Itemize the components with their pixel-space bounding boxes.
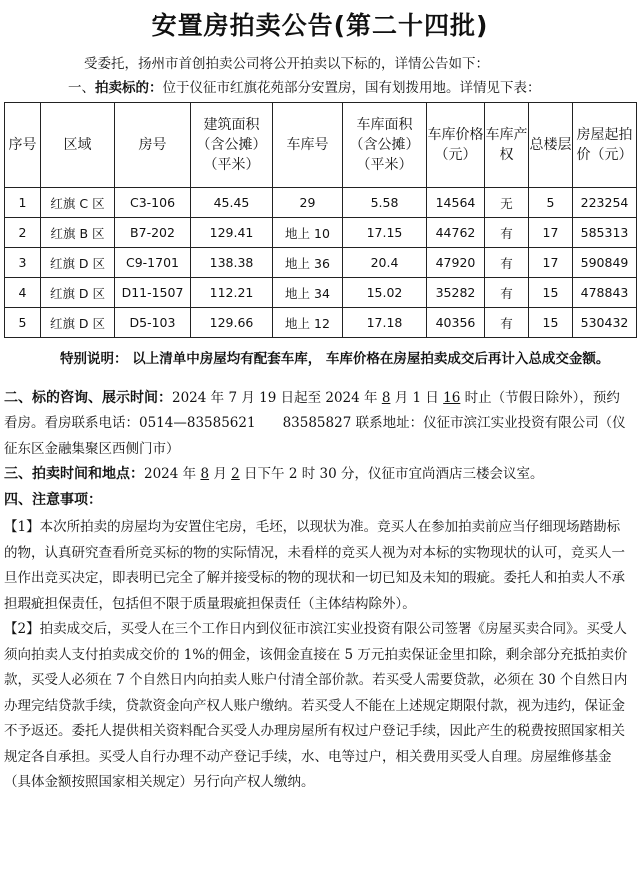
header-cell: 房号 xyxy=(115,103,191,188)
table-cell: 35282 xyxy=(427,278,485,308)
table-cell: 有 xyxy=(485,218,529,248)
section2-text-2: 月 1 日 xyxy=(390,389,444,406)
section1-text: 位于仪征市红旗花苑部分安置房，国有划拨用地。详情见下表： xyxy=(162,80,541,96)
section4-title: 四、注意事项： xyxy=(4,491,102,508)
table-cell: 129.41 xyxy=(191,218,273,248)
section3-month: 8 xyxy=(200,466,210,482)
section3-title: 三、拍卖时间和地点： xyxy=(4,466,144,482)
header-cell: 车库面积（含公摊）（平米） xyxy=(343,103,427,188)
section2-hour: 16 xyxy=(443,389,461,406)
table-cell: C9-1701 xyxy=(115,248,191,278)
table-cell: 4 xyxy=(5,278,41,308)
table-cell: 地上 34 xyxy=(273,278,343,308)
table-cell: 478843 xyxy=(573,278,637,308)
page-title: 安置房拍卖公告(第二十四批) xyxy=(151,11,489,40)
header-cell: 区域 xyxy=(41,103,115,188)
table-cell: 1 xyxy=(5,188,41,218)
section2-text-1: 2024 年 7 月 19 日起至 2024 年 xyxy=(172,389,382,406)
header-cell: 总楼层 xyxy=(529,103,573,188)
table-cell: 17 xyxy=(529,248,573,278)
section2-paragraph xyxy=(4,386,636,463)
table-cell: 223254 xyxy=(573,188,637,218)
header-cell: 车库产权 xyxy=(485,103,529,188)
table-cell: 地上 10 xyxy=(273,218,343,248)
section3-text-3: 日下午 2 时 30 分，仪征市宜尚酒店三楼会议室。 xyxy=(239,466,544,482)
table-row xyxy=(5,308,637,338)
table-cell: 45.45 xyxy=(191,188,273,218)
table-cell: 47920 xyxy=(427,248,485,278)
table-header-row xyxy=(5,103,637,188)
table-cell: 红旗 D 区 xyxy=(41,308,115,338)
table-cell: 129.66 xyxy=(191,308,273,338)
section1-prefix: 一、 xyxy=(68,80,95,96)
section2-text-3: 时止（节假日除外），预约看房。看房联系电话：0514—83585621 83585827 联系地址：仪征市滨江实业投资有限公司（仪征东区金融集聚区西侧门市） xyxy=(4,389,626,457)
table-cell: 有 xyxy=(485,278,529,308)
section3-paragraph xyxy=(4,462,636,488)
notice-item-2: 【2】拍卖成交后，买受人在三个工作日内到仪征市滨江实业投资有限公司签署《房屋买卖合同》。买受人须向拍卖人支付拍卖成交价的 1%的佣金，该佣金直接在 5 万元拍卖保证金里扣除，剩余部分充抵拍卖价款，买受人必须在 7 个自然日内向拍卖人账户付清全部价款。若买受人需要贷款，必须在 30 个自然日内办理完结贷款手续，贷款资金向产权人账户缴纳。若买受人不能在上述规定期限付款，视为违约，保证金不予返还。委托人提供相关资料配合买受人办理房屋所有权过户登记手续，因此产生的税费按照国家相关规定各自承担。买受人自行办理不动产登记手续，水、电等过户，相关费用买受人自理。房屋维修基金（具体金额按照国家相关规定）另行向产权人缴纳。 xyxy=(4,621,628,790)
table-cell: 地上 12 xyxy=(273,308,343,338)
section1-line xyxy=(4,76,636,100)
table-cell: 585313 xyxy=(573,218,637,248)
intro-paragraph: 受委托，扬州市首创拍卖公司将公开拍卖以下标的，详情公告如下： xyxy=(84,56,489,72)
header-cell: 车库号 xyxy=(273,103,343,188)
table-cell: 红旗 C 区 xyxy=(41,188,115,218)
section2-month: 8 xyxy=(381,389,391,406)
table-cell: D11-1507 xyxy=(115,278,191,308)
section2-title: 二、标的咨询、展示时间： xyxy=(4,389,172,406)
table-cell: 5.58 xyxy=(343,188,427,218)
table-cell: 590849 xyxy=(573,248,637,278)
table-row xyxy=(5,218,637,248)
header-cell: 房屋起拍价（元） xyxy=(573,103,637,188)
notice-item-1: 【1】本次所拍卖的房屋均为安置住宅房，毛坯，以现状为准。竞买人在参加拍卖前应当仔细现场踏勘标的物，认真研究查看所竞买标的物的实际情况，未看样的竞买人视为对本标的实物现状的认可，竞买人一旦作出竞买决定，即表明已完全了解并接受标的物的现状和一切已知及未知的瑕疵。委托人和拍卖人不承担瑕疵担保责任，包括但不限于质量瑕疵担保责任（主体结构除外）。 xyxy=(4,519,625,612)
section1-label: 拍卖标的： xyxy=(95,80,163,96)
table-cell: 14564 xyxy=(427,188,485,218)
table-cell: 530432 xyxy=(573,308,637,338)
table-cell: B7-202 xyxy=(115,218,191,248)
table-cell: 红旗 D 区 xyxy=(41,248,115,278)
table-cell: 15.02 xyxy=(343,278,427,308)
table-cell: 44762 xyxy=(427,218,485,248)
header-cell: 序号 xyxy=(5,103,41,188)
table-cell: 2 xyxy=(5,218,41,248)
section3-text-2: 月 xyxy=(209,466,232,482)
table-cell: 17.15 xyxy=(343,218,427,248)
table-row xyxy=(5,278,637,308)
table-cell: 17.18 xyxy=(343,308,427,338)
table-cell: 15 xyxy=(529,308,573,338)
table-cell: 有 xyxy=(485,248,529,278)
table-cell: 138.38 xyxy=(191,248,273,278)
table-cell: 15 xyxy=(529,278,573,308)
table-cell: 17 xyxy=(529,218,573,248)
header-cell: 车库价格（元） xyxy=(427,103,485,188)
table-cell: 无 xyxy=(485,188,529,218)
table-cell: 5 xyxy=(529,188,573,218)
table-cell: 20.4 xyxy=(343,248,427,278)
table-row xyxy=(5,248,637,278)
section3-day: 2 xyxy=(231,466,240,482)
section3-text-1: 2024 年 xyxy=(144,466,201,482)
table-cell: 5 xyxy=(5,308,41,338)
table-cell: 3 xyxy=(5,248,41,278)
table-cell: 地上 36 xyxy=(273,248,343,278)
table-cell: 有 xyxy=(485,308,529,338)
table-cell: C3-106 xyxy=(115,188,191,218)
table-row xyxy=(5,188,637,218)
table-cell: 40356 xyxy=(427,308,485,338)
header-cell: 建筑面积（含公摊）（平米） xyxy=(191,103,273,188)
special-note: 特别说明： 以上清单中房屋均有配套车库， 车库价格在房屋拍卖成交后再计入总成交金额。 xyxy=(60,351,610,367)
table-cell: 29 xyxy=(273,188,343,218)
property-table xyxy=(4,102,637,338)
table-cell: 112.21 xyxy=(191,278,273,308)
table-cell: 红旗 D 区 xyxy=(41,278,115,308)
table-cell: 红旗 B 区 xyxy=(41,218,115,248)
table-cell: D5-103 xyxy=(115,308,191,338)
